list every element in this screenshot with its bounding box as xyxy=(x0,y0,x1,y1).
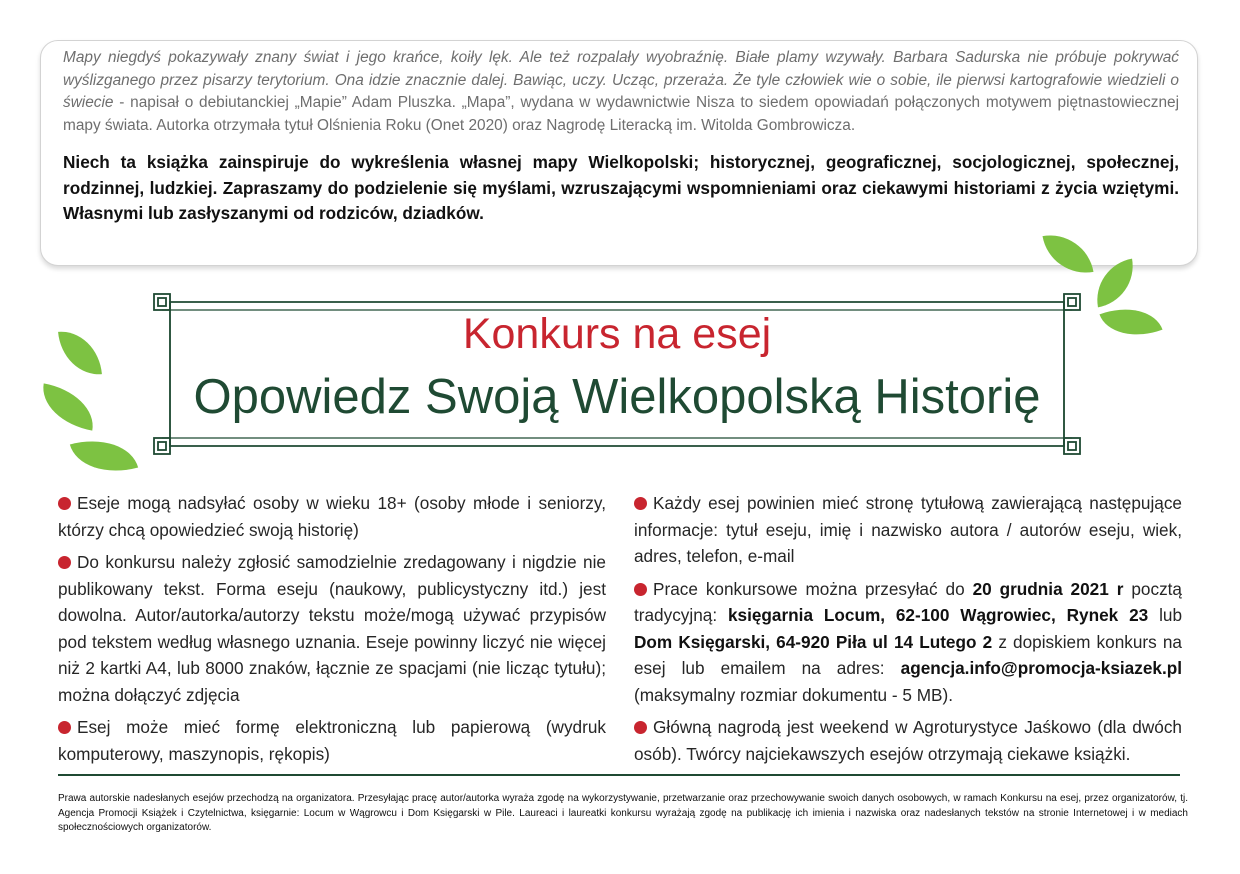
leaf-icon xyxy=(58,328,102,377)
legal-notice: Prawa autorskie nadesłanych esejów przechodzą na organizatora. Przesyłając pracę autor/autorka wyraża zgodę na wykorzystywanie, przetwarzanie oraz przechowywanie swoich danych osobowych, w ramach Konkursu na esej, przez organizatorów, tj. Agencja Promocji Książek i Czytelnictwa, księgarnie: Locum w Wągrowcu i Dom Księgarski w Pile. Laureaci i laureatki konkursu wyrażają zgodę na publikację ich imienia i nazwiska oraz nadesłanych tekstów na stronie Internetowej i w mediach społecznościowych organizatorów. xyxy=(58,793,1188,833)
rule-text: Każdy esej powinien mieć stronę tytułową zawierającą następujące informacje: tytuł eseju, imię i nazwisko autora / autorów eseju, wiek, adres, telefon, e-mail xyxy=(634,493,1182,566)
leaf-icon xyxy=(37,383,99,430)
rule-item xyxy=(634,490,1182,570)
intro-attribution: - napisał o debiutanckiej „Mapie” Adam Pluszka. „Mapa”, wydana w wydawnictwie Nisza to siedem opowiadań połączonych motywem piętnastowiecznej mapy świata. Autorka otrzymała tytuł Olśnienia Roku (Onet 2020) oraz Nagrodę Literacką im. Witolda Gombrowicza. xyxy=(63,94,1179,134)
intro-text xyxy=(63,47,1179,137)
red-dot-icon xyxy=(58,497,71,510)
footer-divider xyxy=(58,774,1180,776)
address-dom-ksiegarski: Dom Księgarski, 64-920 Piła ul 14 Lutego 2 xyxy=(634,631,993,652)
address-locum: księgarnia Locum, 62-100 Wągrowiec, Rynek 23 xyxy=(727,605,1149,625)
rule-item xyxy=(634,576,1182,709)
red-dot-icon xyxy=(634,497,647,510)
rules-left-column xyxy=(58,490,606,773)
rule-item xyxy=(634,714,1182,767)
red-dot-icon xyxy=(634,721,647,734)
rule-item xyxy=(58,549,606,708)
leaf-icon xyxy=(70,429,138,483)
rule-item xyxy=(58,714,606,767)
contest-title-frame xyxy=(148,288,1086,460)
red-dot-icon xyxy=(58,556,71,569)
rule-text: lub xyxy=(1148,605,1183,625)
rule-text: Prace konkursowe można przesyłać do xyxy=(653,578,973,599)
rule-text: Esej może mieć formę elektroniczną lub papierową (wydruk komputerowy, maszynopis, rękopis) xyxy=(58,717,606,764)
rules-right-column xyxy=(634,490,1182,773)
email-address: agencja.info@promocja-ksiazek.pl xyxy=(900,658,1182,678)
red-dot-icon xyxy=(634,583,647,596)
rule-item xyxy=(58,490,606,543)
rule-text: Do konkursu należy zgłosić samodzielnie zredagowany i nigdzie nie publikowany tekst. Forma eseju (naukowy, publicystyczny itd.) jest dowolna. Autor/autorka/autorzy tekstu może/mogą używać przypisów pod tekstem według własnego uznania. Eseje powinny liczyć nie więcej niż 2 kartki A4, lub 8000 znaków, łącznie ze spacjami (nie licząc tytułu); można dołączyć zdjęcia xyxy=(58,552,606,705)
rule-text: Główną nagrodą jest weekend w Agroturystyce Jaśkowo (dla dwóch osób). Twórcy najciekawszych esejów otrzymają ciekawe książki. xyxy=(634,717,1182,764)
rule-text: Eseje mogą nadsyłać osoby w wieku 18+ (osoby młode i seniorzy, którzy chcą opowiedzieć swoją historię) xyxy=(58,493,606,540)
rule-text: pocztą tradycyjną: xyxy=(634,578,1182,625)
call-to-action: Niech ta książka zainspiruje do wykreślenia własnej mapy Wielkopolski; historycznej, geograficznej, socjologicznej, społecznej, rodzinnej, ludzkiej. Zapraszamy do podzielenie się myślami, wzruszającymi wspomnieniami oraz ciekawymi historiami z życia wziętymi. Własnymi lub zasłyszanymi od rodziców, dziadków. xyxy=(63,152,1179,223)
rule-text: z dopiskiem konkurs na esej lub emailem na adres: xyxy=(634,631,1182,678)
intro-quote: Mapy niegdyś pokazywały znany świat i jego krańce, koiły lęk. Ale też rozpalały wyobraźnię. Białe plamy wzywały. Barbara Sadurska nie próbuje pokrywać wyślizganego przez pisarzy terytorium. Ona idzie znacznie dalej. Bawiąc, uczy. Ucząc, przeraża. Że tyle człowiek wie o sobie, ile pierwsi kartografowie wiedzieli o świecie xyxy=(63,49,1179,111)
contest-subtitle: Opowiedz Swoją Wielkopolską Historię xyxy=(193,370,1041,424)
deadline: 20 grudnia 2021 r xyxy=(972,578,1124,599)
intro-box xyxy=(40,40,1198,266)
rule-text: (maksymalny rozmiar dokumentu - 5 MB). xyxy=(634,684,954,705)
red-dot-icon xyxy=(58,721,71,734)
contest-title: Konkurs na esej xyxy=(462,310,772,358)
